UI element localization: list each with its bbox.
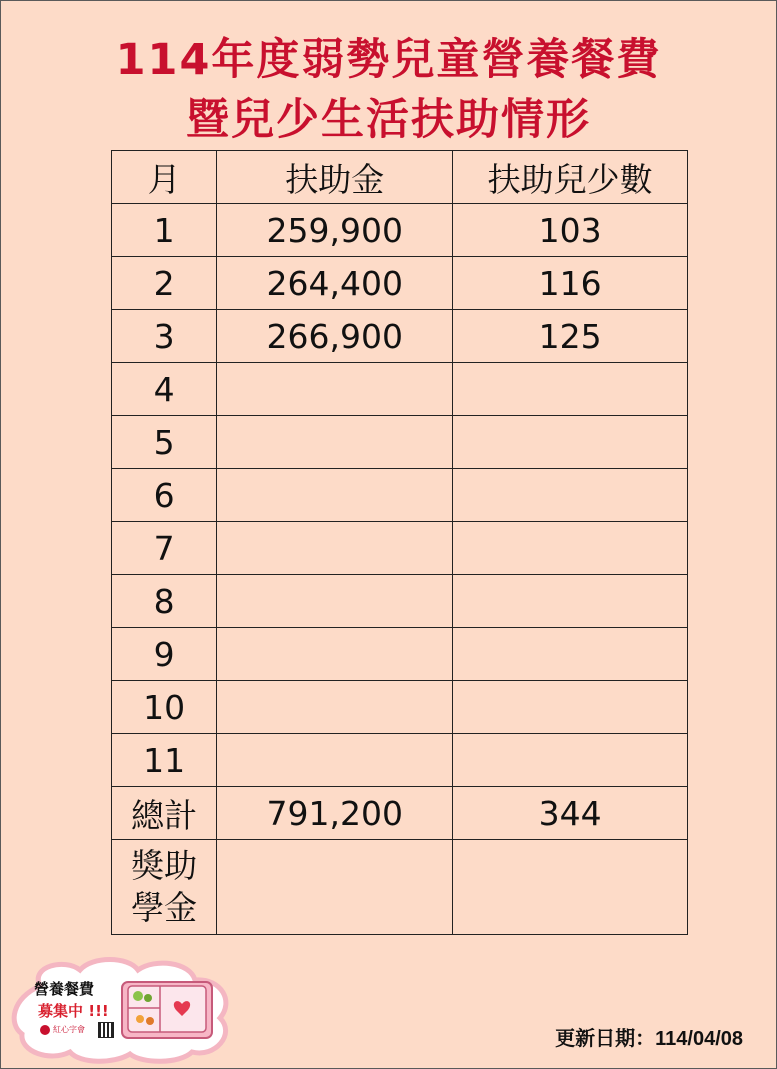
month-cell: 8: [112, 575, 217, 628]
scholarship-label: [112, 840, 217, 935]
table-row: [112, 363, 688, 416]
amount-cell: [217, 416, 453, 469]
amount-cell: [217, 681, 453, 734]
qr-code-icon: [98, 1022, 114, 1038]
promo-badge: [10, 956, 235, 1064]
table-row: [112, 416, 688, 469]
heart-logo-icon: [40, 1025, 50, 1035]
month-cell: 6: [112, 469, 217, 522]
table-row: [112, 204, 688, 257]
month-cell: 9: [112, 628, 217, 681]
amount-cell: 264,400: [217, 257, 453, 310]
scholarship-count: [453, 840, 688, 935]
total-row: [112, 787, 688, 840]
count-cell: [453, 681, 688, 734]
table-row: [112, 522, 688, 575]
month-cell: 4: [112, 363, 217, 416]
bento-box-icon: [122, 982, 212, 1038]
table-header-row: [112, 151, 688, 204]
amount-cell: [217, 734, 453, 787]
count-cell: [453, 734, 688, 787]
table-row: [112, 469, 688, 522]
scholarship-label-line1: 獎助: [131, 846, 198, 885]
month-cell: 7: [112, 522, 217, 575]
total-amount: 791,200: [217, 787, 453, 840]
count-cell: [453, 628, 688, 681]
page-title-line1: 114年度弱勢兒童營養餐費: [115, 35, 662, 85]
org-logo: [40, 1024, 85, 1035]
total-label: 總計: [112, 787, 217, 840]
month-cell: 2: [112, 257, 217, 310]
count-cell: [453, 522, 688, 575]
header-month: 月: [112, 151, 217, 204]
table-row: [112, 257, 688, 310]
amount-cell: [217, 628, 453, 681]
aid-table: [111, 150, 688, 935]
count-cell: 116: [453, 257, 688, 310]
scholarship-row: [112, 840, 688, 935]
update-date: 更新日期：114/04/08: [555, 1028, 743, 1050]
scholarship-amount: [217, 840, 453, 935]
table-row: [112, 681, 688, 734]
month-cell: 10: [112, 681, 217, 734]
month-cell: 11: [112, 734, 217, 787]
amount-cell: [217, 469, 453, 522]
month-cell: 1: [112, 204, 217, 257]
count-cell: [453, 469, 688, 522]
table-row: [112, 310, 688, 363]
month-cell: 3: [112, 310, 217, 363]
promo-subtitle: 募集中 !!!: [38, 1002, 109, 1020]
count-cell: 103: [453, 204, 688, 257]
amount-cell: 266,900: [217, 310, 453, 363]
promo-title: 營養餐費: [34, 980, 95, 998]
amount-cell: [217, 522, 453, 575]
amount-cell: [217, 363, 453, 416]
count-cell: 125: [453, 310, 688, 363]
org-logo-text: 紅心字會: [53, 1025, 85, 1034]
table-row: [112, 575, 688, 628]
scholarship-label-line2: 學金: [131, 888, 198, 927]
count-cell: [453, 575, 688, 628]
count-cell: [453, 416, 688, 469]
count-cell: [453, 363, 688, 416]
header-count: 扶助兒少數: [453, 151, 688, 204]
amount-cell: [217, 575, 453, 628]
table-row: [112, 628, 688, 681]
amount-cell: 259,900: [217, 204, 453, 257]
month-cell: 5: [112, 416, 217, 469]
header-amount: 扶助金: [217, 151, 453, 204]
total-count: 344: [453, 787, 688, 840]
page-title-line2: 暨兒少生活扶助情形: [186, 95, 591, 145]
table-row: [112, 734, 688, 787]
